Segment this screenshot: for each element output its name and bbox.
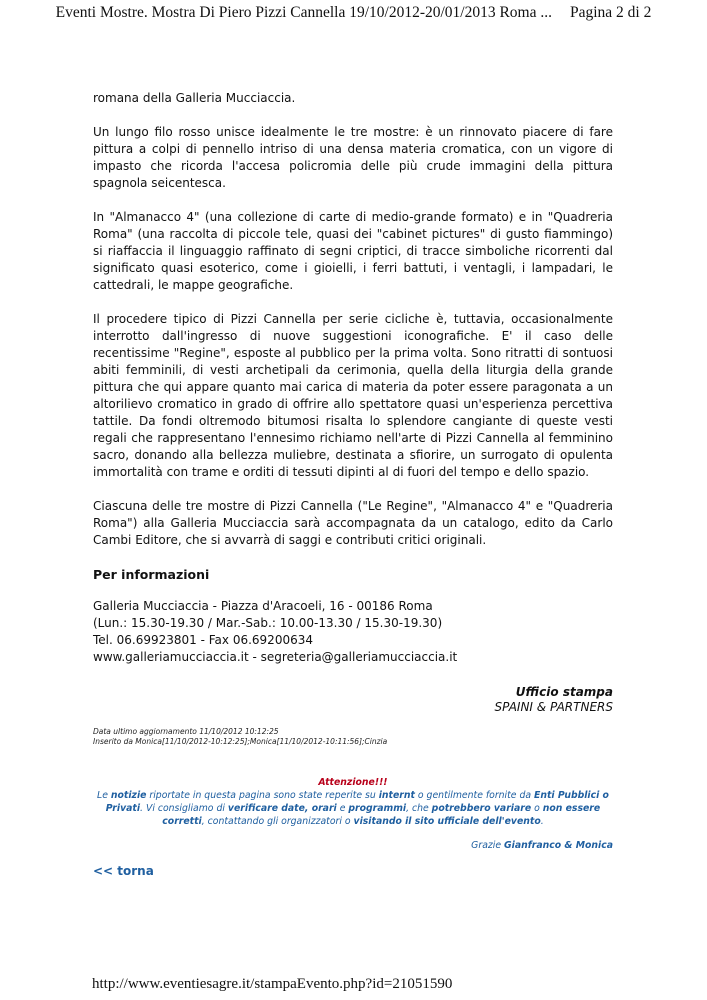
notice-text-6: , che [406,803,432,814]
article-paragraph-5: Ciascuna delle tre mostre di Pizzi Cannella ("Le Regine", "Almanacco 4" e "Quadreria Roma") alla Galleria Mucciaccia sarà accompagnata da un catalogo, edito da Carlo Cambi Editore, che si avvarrà di saggi e contributi critici originali. [93,499,613,547]
notice-text-4: . Vi consigliamo di [140,803,228,814]
article-paragraph-4: Il procedere tipico di Pizzi Cannella per serie cicliche è, tuttavia, occasionalmente interrotto dall'ingresso di nuove suggestioni iconografiche. E' il caso delle recentissime "Regine", esposte al pubblico per la prima volta. Sono ritratti di sontuosi abiti femminili, di vesti archetipali da cerimonia, quella della liturgia della grande pittura che qui appare quanto mai carica di materia da poter essere paragonata a un altorilievo cromatico in grado di offrire allo spettatore quasi un'esperienza percettiva tattile. Da fondi oltremodo bitumosi risalta lo splendore cangiante di queste vesti regali che rappresentano l'ennesimo richiamo nell'arte di Pizzi Cannella al femminino sacro, donando alla bellezza muliebre, destinata a sfiorire, un surrogato di opulenta immortalità con trame e orditi di tessuti dipinti al di fuori del tempo e dello spazio. [93,312,613,479]
article-paragraph-3: In "Almanacco 4" (una collezione di carte di medio-grande formato) e in "Quadreria Roma" (una raccolta di piccole tele, quasi dei "cabinet pictures" di gusto fiammingo) si riaffaccia il linguaggio raffinato di segni criptici, di tracce simboliche ricorrenti dal significato quasi esoterico, come i gioielli, i ferri battuti, i ventagli, i lampadari, le cattedrali, le mappe geografiche. [93,210,613,292]
meta-inserted: Inserito da Monica[11/10/2012-10:12:25];Monica[11/10/2012-10:11:56];Cinzia [93,737,388,746]
notice-bold-3: Enti Pubblici o Privati [105,790,609,814]
signature [93,685,613,715]
thanks-names: Gianfranco & Monica [504,840,613,851]
notice-text-5: e [336,803,349,814]
update-meta [93,727,613,747]
thanks-line [93,837,613,854]
print-header-page: Pagina 2 di 2 [570,4,652,21]
contact-hours: (Lun.: 15.30-19.30 / Mar.-Sab.: 10.00-13.30 / 15.30-19.30) [93,616,443,630]
print-header-title: Eventi Mostre. Mostra Di Piero Pizzi Cannella 19/10/2012-20/01/2013 Roma ... [55,4,552,21]
info-title: Per informazioni [93,567,210,582]
notice-attention: Attenzione!!! [318,777,388,788]
notice-bold-1: notizie [110,790,147,801]
signature-office: Ufficio stampa [515,685,613,699]
contact-address: Galleria Mucciaccia - Piazza d'Aracoeli, 16 - 00186 Roma [93,599,433,613]
notice-bold-5: programmi [348,803,407,814]
signature-agency: SPAINI & PARTNERS [494,700,613,714]
notice-text-1: Le [97,790,111,801]
contact-block [93,598,613,666]
article-content [93,90,613,880]
notice-text-3: o gentilmente fornite da [414,790,534,801]
notice-text-7: o [531,803,543,814]
notice-bold-7: non essere corretti [162,803,601,827]
notice-bold-6: potrebbero variare [431,803,532,814]
thanks-prefix: Grazie [471,840,505,851]
notice-bold-4: verificare date, orari [227,803,337,814]
contact-phone: Tel. 06.69923801 - Fax 06.69200634 [93,633,313,647]
notice-bold-8: visitando il sito ufficiale dell'evento [353,816,541,827]
notice-text-2: riportate in questa pagina sono state reperite su [146,790,379,801]
article-paragraph-2: Un lungo filo rosso unisce idealmente le tre mostre: è un rinnovato piacere di fare pittura a colpi di pennello intriso di una densa materia cromatica, con un vigore di impasto che ricorda l'accesa policromia delle più crude immagini della pittura spagnola seicentesca. [93,125,613,190]
disclaimer-notice [93,776,613,828]
meta-updated: Data ultimo aggiornamento 11/10/2012 10:12:25 [93,727,279,736]
print-footer-url: http://www.eventiesagre.it/stampaEvento.php?id=21051590 [92,976,453,992]
contact-web-email: www.galleriamucciaccia.it - segreteria@galleriamucciaccia.it [93,650,458,664]
back-link[interactable]: << torna [93,864,154,878]
notice-text-9: . [540,816,544,827]
print-header [0,4,707,22]
notice-bold-2: internt [378,790,415,801]
article-paragraph-1: romana della Galleria Mucciaccia. [93,91,296,105]
notice-text-8: , contattando gli organizzatori o [201,816,354,827]
